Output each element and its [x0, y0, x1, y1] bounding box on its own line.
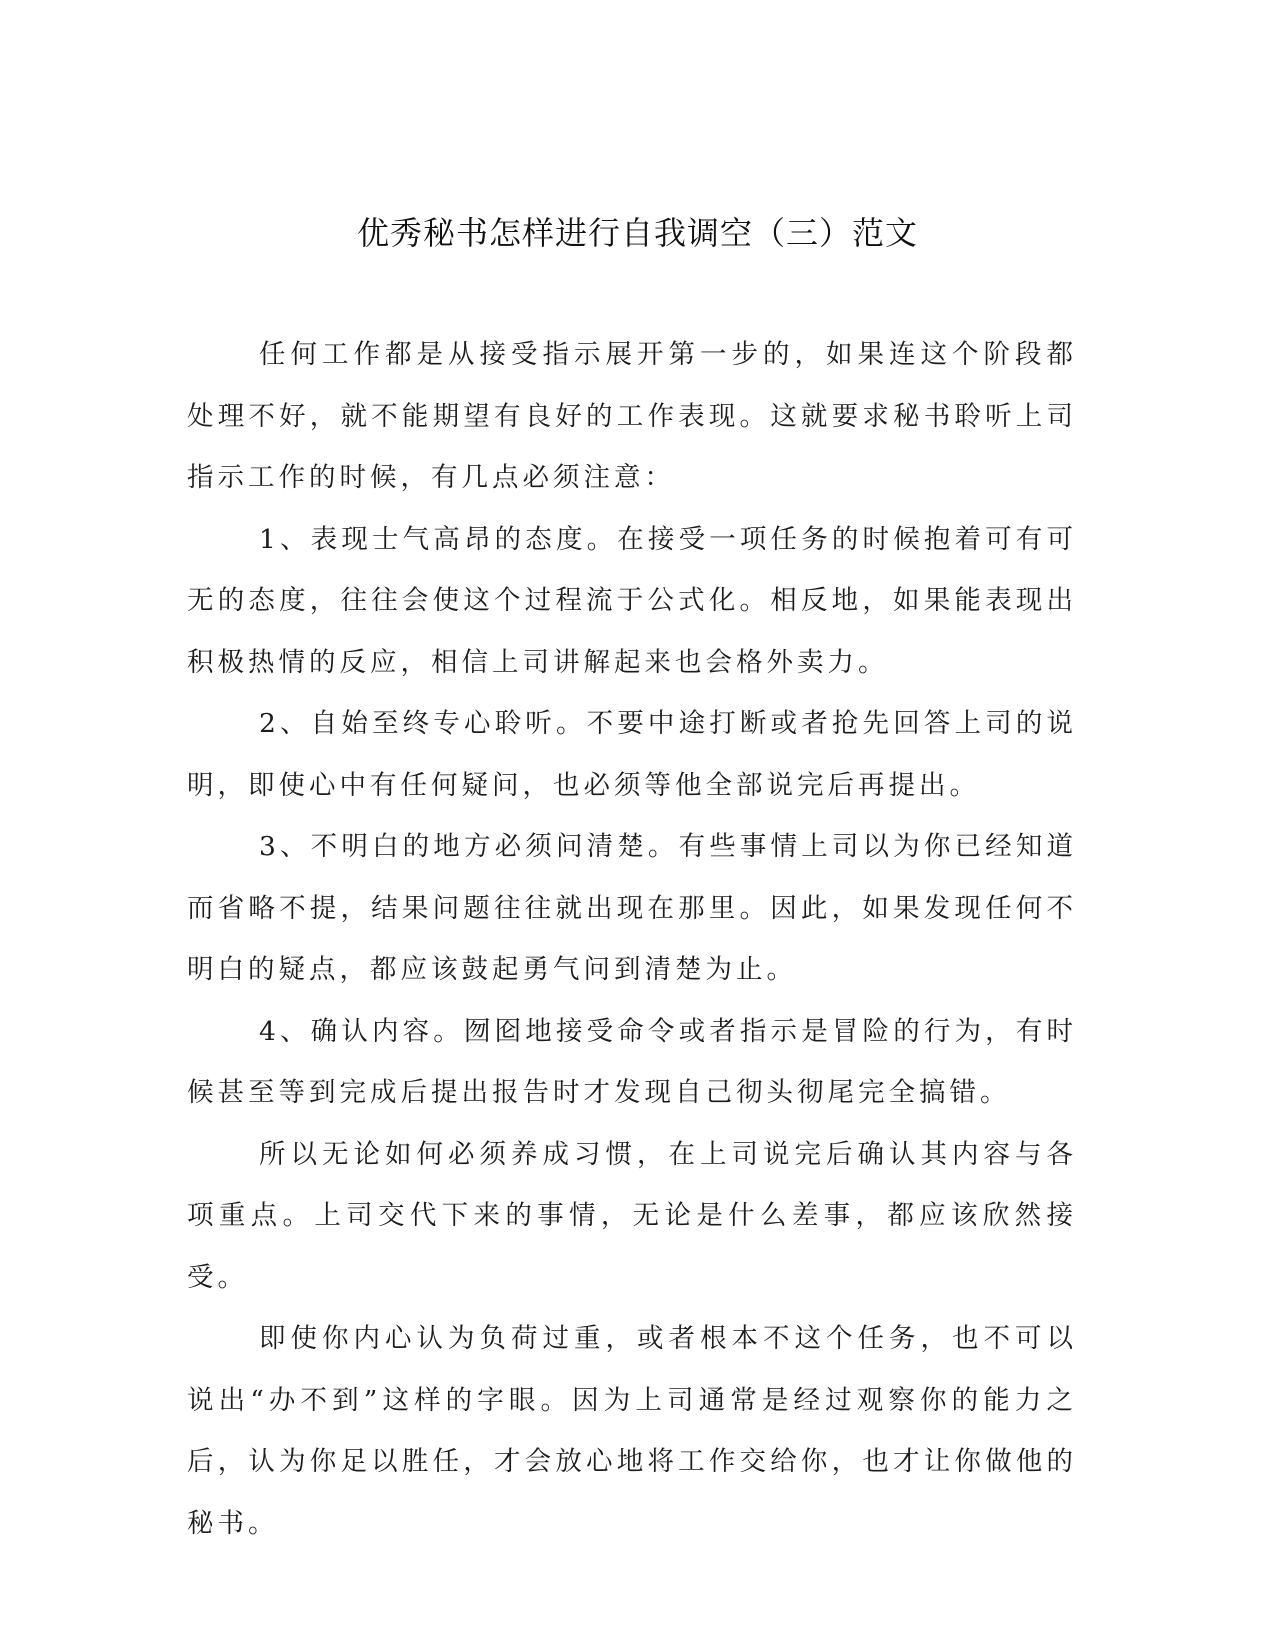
document-title: 优秀秘书怎样进行自我调空（三）范文	[356, 214, 918, 252]
paragraph-habit: 所以无论如何必须养成习惯，在上司说完后确认其内容与各项重点。上司交代下来的事情，无论是什么差事，都应该欣然接受。	[187, 1138, 1077, 1293]
paragraph-intro: 任何工作都是从接受指示展开第一步的，如果连这个阶段都处理不好，就不能期望有良好的工作表现。这就要求秘书聆听上司指示工作的时候，有几点必须注意：	[187, 339, 1077, 493]
paragraph-point-4: 4、确认内容。囫囵地接受命令或者指示是冒险的行为，有时候甚至等到完成后提出报告时才发现自己彻头彻尾完全搞错。	[187, 1015, 1077, 1108]
document-body	[187, 324, 1077, 1554]
paragraph-conclusion: 即使你内心认为负荷过重，或者根本不这个任务，也不可以说出“办不到”这样的字眼。因为上司通常是经过观察你的能力之后，认为你足以胜任，才会放心地将工作交给你，也才让你做他的秘书。	[187, 1323, 1077, 1539]
paragraph-point-2: 2、自始至终专心聆听。不要中途打断或者抢先回答上司的说明，即使心中有任何疑问，也必须等他全部说完后再提出。	[187, 708, 1077, 801]
paragraph-point-3: 3、不明白的地方必须问清楚。有些事情上司以为你已经知道而省略不提，结果问题往往就出现在那里。因此，如果发现任何不明白的疑点，都应该鼓起勇气问到清楚为止。	[187, 831, 1077, 985]
paragraph-point-1: 1、表现士气高昂的态度。在接受一项任务的时候抱着可有可无的态度，往往会使这个过程流于公式化。相反地，如果能表现出积极热情的反应，相信上司讲解起来也会格外卖力。	[187, 523, 1077, 678]
